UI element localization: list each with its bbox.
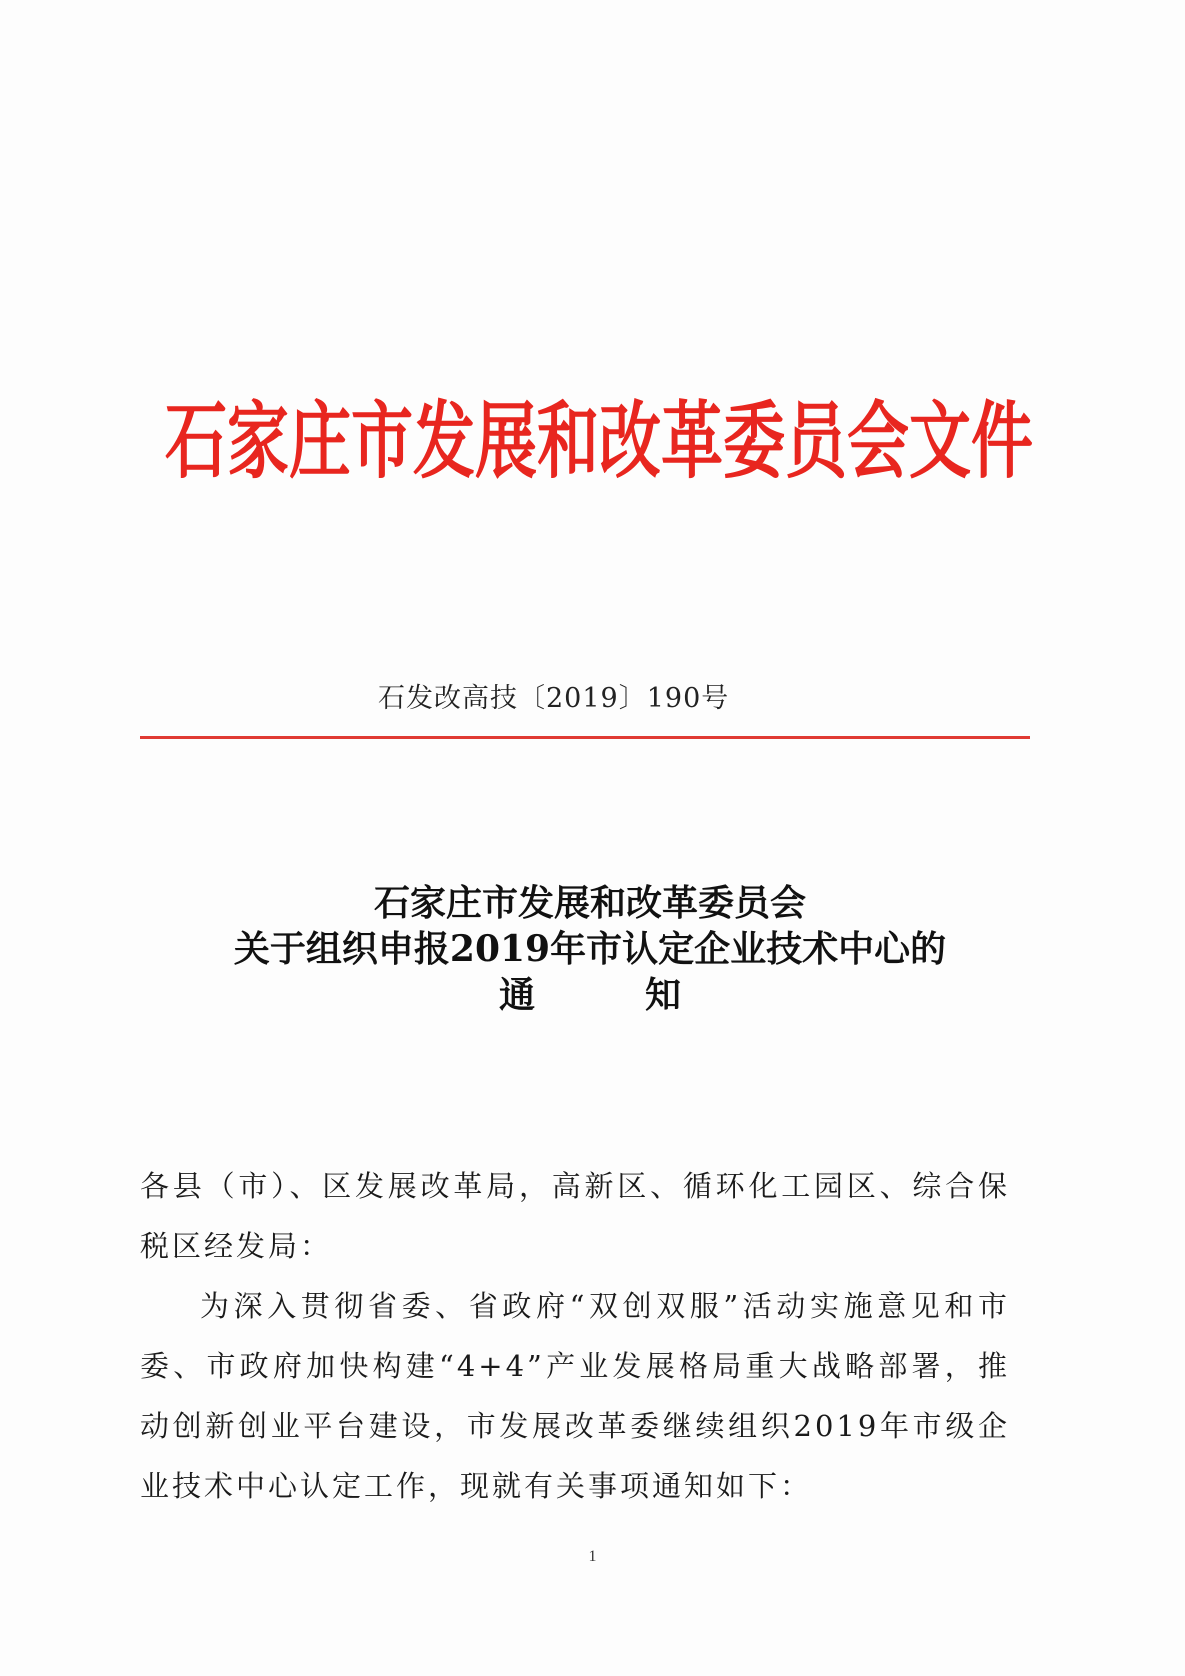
title-line-2: 关于组织申报2019年市认定企业技术中心的	[233, 928, 947, 970]
masthead-title: 石家庄市发展和改革委员会文件	[165, 391, 1034, 491]
title-line-1: 石家庄市发展和改革委员会	[373, 882, 806, 924]
page-number: 1	[588, 1548, 597, 1565]
paragraph-1: 为深入贯彻省委、省政府“双创双服”活动实施意见和市委、市政府加快构建“4+4”产业发展格局重大战略部署，推动创新创业平台建设，市发展改革委继续组织2019年市级企业技术中心认定工作，现就有关事项通知如下：	[140, 1289, 1010, 1503]
red-divider-line	[140, 736, 1030, 739]
document-number: 石发改高技〔2019〕190号	[378, 683, 730, 714]
body-text	[140, 1156, 1010, 1516]
title-line-3: 通知	[498, 974, 791, 1016]
salutation: 各县（市）、区发展改革局，高新区、循环化工园区、综合保税区经发局：	[140, 1169, 1010, 1263]
notice-title	[120, 880, 1060, 1018]
